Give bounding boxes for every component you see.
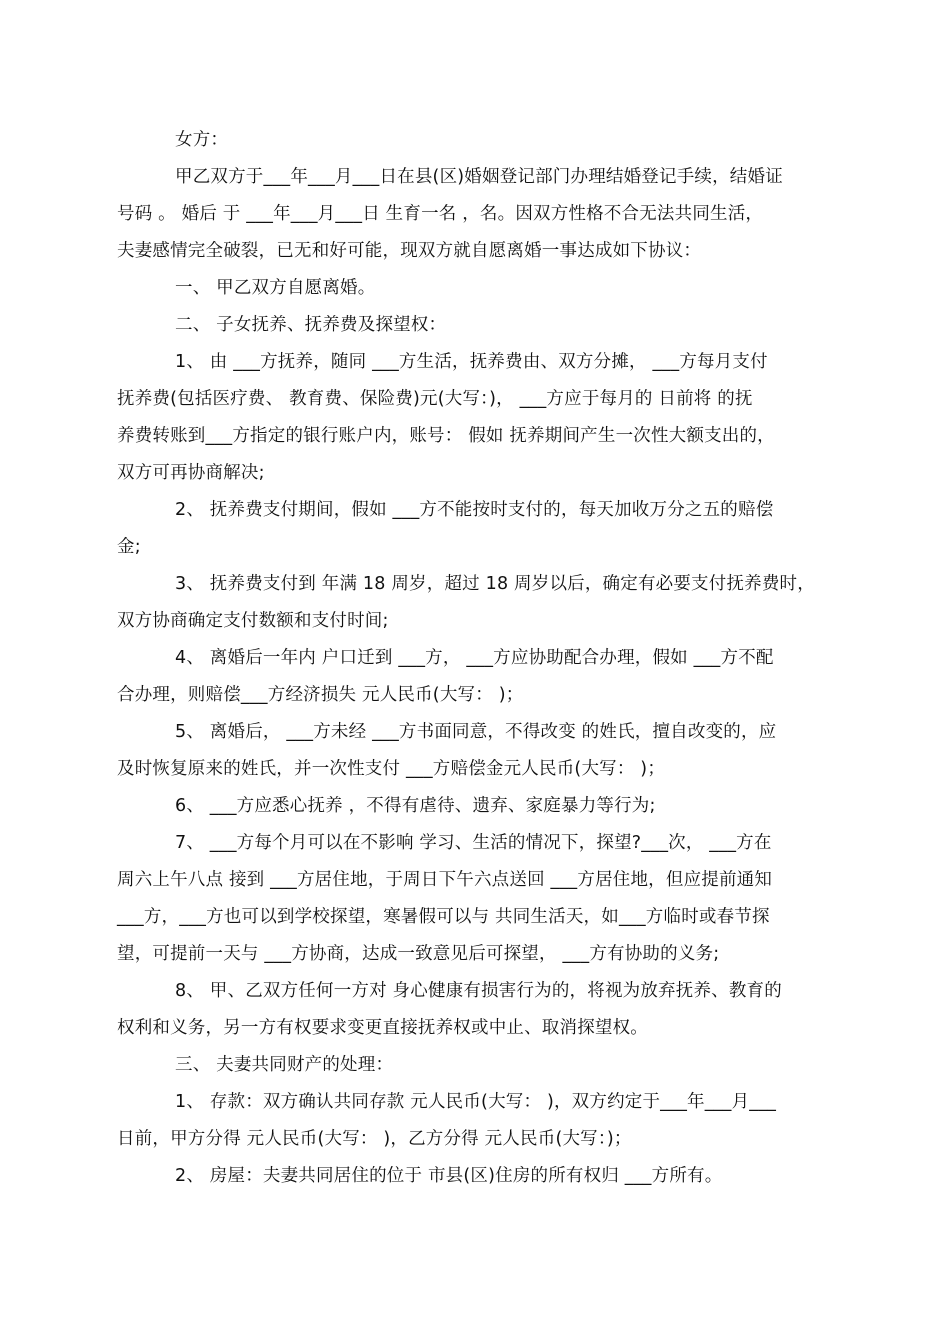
text-line: 金; <box>117 537 141 557</box>
text-line: 三、 夫妻共同财产的处理： <box>175 1055 394 1075</box>
text-line: ___方，___方也可以到学校探望，寒暑假可以与 共同生活天，如___方临时或春节探 <box>117 907 770 927</box>
text-line: 4、 离婚后一年内 户口迁到 ___方， ___方应协助配合办理，假如 ___方不配 <box>175 648 774 668</box>
text-line: 1、 存款：双方确认共同存款 元人民币(大写： )，双方约定于___年___月___ <box>175 1092 777 1112</box>
clause-property-2 <box>117 1158 833 1195</box>
text-line: 权利和义务，另一方有权要求变更直接抚养权或中止、取消探望权。 <box>117 1018 648 1038</box>
clause-custody-8 <box>117 973 833 1047</box>
section-heading-property <box>117 1047 833 1084</box>
clause-custody-1 <box>117 344 833 492</box>
text-line: 合办理，则赔偿___方经济损失 元人民币(大写： )； <box>117 685 524 705</box>
text-line: 8、 甲、乙双方任何一方对 身心健康有损害行为的，将视为放弃抚养、教育的 <box>175 981 782 1001</box>
text-line: 抚养费(包括医疗费、 教育费、保险费)元(大写：)， ___方应于每月的 日前将 的抚 <box>117 389 753 409</box>
text-line: 养费转账到___方指定的银行账户内，账号： 假如 抚养期间产生一次性大额支出的， <box>117 426 775 446</box>
text-line: 二、 子女抚养、抚养费及探望权： <box>175 315 447 335</box>
text-line: 号码 。 婚后 于 ___年___月___日 生育一名 ，名。因双方性格不合无法共同生活， <box>117 204 764 224</box>
clause-custody-6 <box>117 788 833 825</box>
text-line: 7、 ___方每个月可以在不影响 学习、生活的情况下，探望?___次， ___方在 <box>175 833 772 853</box>
text-line: 双方可再协商解决; <box>117 463 265 483</box>
section-heading-child-custody <box>117 307 833 344</box>
text-line: 一、 甲乙双方自愿离婚。 <box>175 278 376 298</box>
paragraph-party-female <box>117 122 833 159</box>
text-line: 及时恢复原来的姓氏，并一次性支付 ___方赔偿金元人民币(大写： )； <box>117 759 666 779</box>
clause-custody-7 <box>117 825 833 973</box>
clause-property-1 <box>117 1084 833 1158</box>
text-line: 女方： <box>175 130 229 150</box>
text-line: 3、 抚养费支付到 年满 18 周岁，超过 18 周岁以后，确定有必要支付抚养费时， <box>175 574 815 594</box>
text-line: 望，可提前一天与 ___方协商，达成一致意见后可探望， ___方有协助的义务; <box>117 944 720 964</box>
clause-custody-5 <box>117 714 833 788</box>
clause-custody-2 <box>117 492 833 566</box>
section-heading-divorce <box>117 270 833 307</box>
text-line: 6、 ___方应悉心抚养 ，不得有虐待、遗弃、家庭暴力等行为; <box>175 796 656 816</box>
text-line: 周六上午八点 接到 ___方居住地，于周日下午六点送回 ___方居住地，但应提前通知 <box>117 870 773 890</box>
text-line: 日前，甲方分得 元人民币(大写： )，乙方分得 元人民币(大写：)； <box>117 1129 632 1149</box>
clause-custody-4 <box>117 640 833 714</box>
paragraph-preamble <box>117 159 833 270</box>
text-line: 1、 由 ___方抚养，随同 ___方生活，抚养费由、双方分摊， ___方每月支付 <box>175 352 768 372</box>
text-line: 双方协商确定支付数额和支付时间; <box>117 611 389 631</box>
agreement-body <box>117 122 833 1195</box>
text-line: 2、 抚养费支付期间，假如 ___方不能按时支付的，每天加收万分之五的赔偿 <box>175 500 774 520</box>
text-line: 5、 离婚后， ___方未经 ___方书面同意，不得改变 的姓氏，擅自改变的，应 <box>175 722 777 742</box>
text-line: 夫妻感情完全破裂，已无和好可能，现双方就自愿离婚一事达成如下协议： <box>117 241 702 261</box>
text-line: 甲乙双方于___年___月___日在县(区)婚姻登记部门办理结婚登记手续，结婚证 <box>175 167 783 187</box>
clause-custody-3 <box>117 566 833 640</box>
text-line: 2、 房屋：夫妻共同居住的位于 市县(区)住房的所有权归 ___方所有。 <box>175 1166 723 1186</box>
